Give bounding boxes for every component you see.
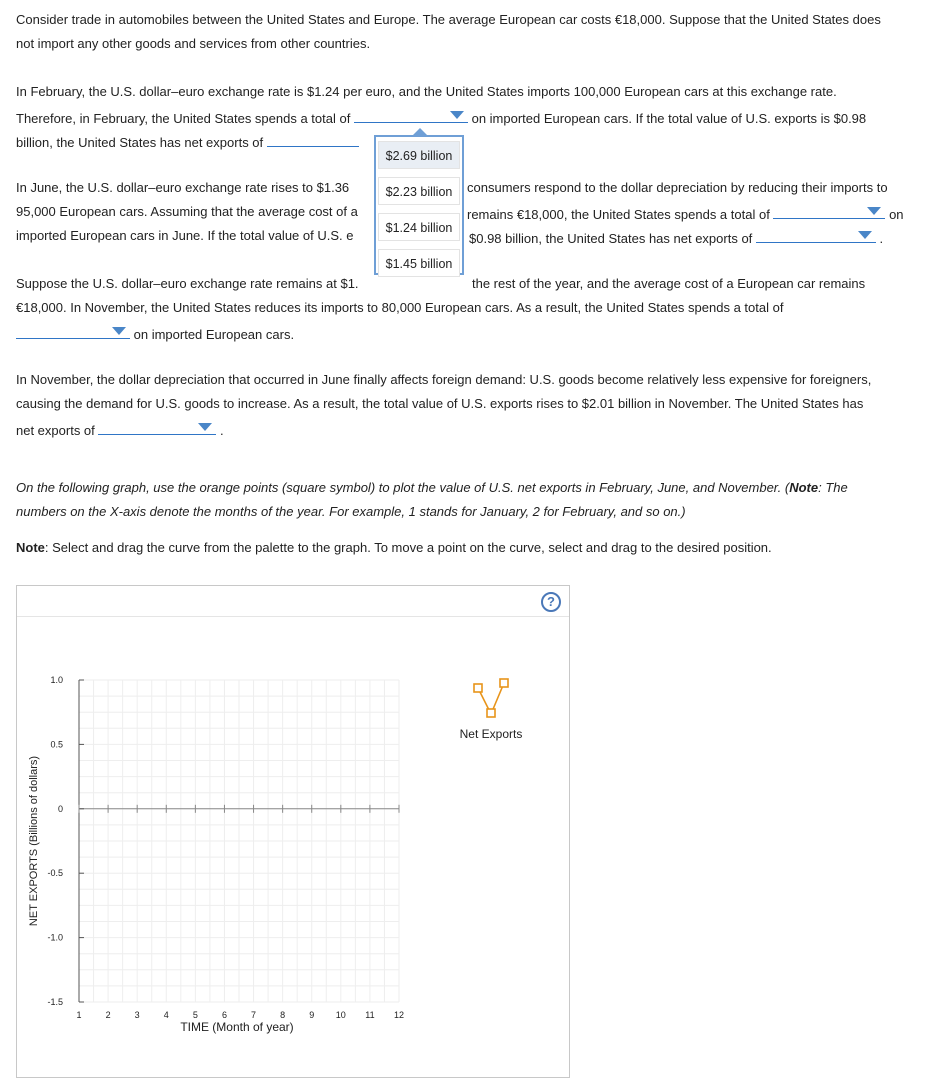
option-2-23-billion[interactable]: $2.23 billion bbox=[378, 177, 460, 205]
y-tick-label: -1.0 bbox=[47, 932, 63, 943]
y-tick-label: 0 bbox=[57, 803, 63, 814]
feb-line-3-pre: billion, the United States has net exports of bbox=[16, 135, 264, 150]
note-label: Note bbox=[16, 540, 45, 555]
nov-demand-line-1: In November, the dollar depreciation that occurred in June finally affects foreign demand: U.S. goods become relatively less expensive for foreigners, bbox=[16, 372, 872, 387]
x-tick-label: 2 bbox=[105, 1010, 111, 1020]
palette-square-icon bbox=[500, 679, 508, 687]
nov-demand-line-2: causing the demand for U.S. goods to increase. As a result, the total value of U.S. exports rises to $2.01 billion in November. The United States has bbox=[16, 396, 864, 411]
june-line-2-post: on bbox=[889, 207, 904, 222]
nov-line-1-post: the rest of the year, and the average cost of a European car remains bbox=[472, 276, 866, 291]
x-axis-title: TIME (Month of year) bbox=[180, 1020, 294, 1034]
instruction-note-label: Note bbox=[789, 480, 819, 495]
instruction-text: On the following graph, use the orange points (square symbol) to plot the value of U.S. net exports in February, June, and November. ( bbox=[16, 480, 790, 495]
x-tick-label: 9 bbox=[309, 1010, 315, 1020]
june-line-1-post: consumers respond to the dollar depreciation by reducing their imports to bbox=[467, 180, 888, 195]
chevron-down-icon bbox=[858, 231, 872, 239]
june-line-1 bbox=[16, 180, 349, 196]
nov-net-exports-dropdown[interactable] bbox=[98, 420, 216, 435]
palette-square-icon bbox=[487, 709, 495, 717]
y-tick-label: -0.5 bbox=[47, 868, 63, 879]
chevron-down-icon bbox=[867, 207, 881, 215]
drag-note bbox=[16, 540, 772, 556]
june-line-2-mid: remains €18,000, the United States spends a total of bbox=[467, 207, 770, 222]
x-tick-label: 1 bbox=[76, 1010, 82, 1020]
june-spending-dropdown[interactable] bbox=[773, 204, 885, 219]
x-tick-label: 7 bbox=[251, 1010, 257, 1020]
option-2-69-billion[interactable]: $2.69 billion bbox=[378, 141, 460, 169]
net-exports-chart[interactable] bbox=[17, 586, 569, 1077]
help-icon[interactable]: ? bbox=[541, 592, 561, 612]
graph-instruction-line-2: numbers on the X-axis denote the months of the year. For example, 1 stands for January, 2 for February, and so on.) bbox=[16, 504, 686, 519]
option-1-24-billion[interactable]: $1.24 billion bbox=[378, 213, 460, 241]
option-1-45-billion[interactable]: $1.45 billion bbox=[378, 249, 460, 277]
popup-caret bbox=[412, 128, 428, 136]
nov-demand-line-3 bbox=[16, 420, 224, 439]
nov-demand-line-3-post: . bbox=[220, 423, 224, 438]
june-line-2 bbox=[467, 204, 904, 223]
chevron-down-icon bbox=[450, 111, 464, 119]
y-tick-label: -1.5 bbox=[47, 997, 63, 1007]
x-tick-label: 5 bbox=[192, 1010, 198, 1020]
graph-panel bbox=[16, 585, 570, 1078]
x-tick-label: 3 bbox=[134, 1010, 140, 1020]
nov-spending-dropdown[interactable] bbox=[16, 324, 130, 339]
feb-spending-dropdown[interactable] bbox=[354, 108, 468, 123]
x-tick-label: 4 bbox=[163, 1010, 169, 1020]
x-tick-label: 6 bbox=[221, 1010, 227, 1020]
nov-demand-line-3-pre: net exports of bbox=[16, 423, 95, 438]
instruction-text-end: : The bbox=[818, 480, 848, 495]
june-line-3-mid: $0.98 billion, the United States has net exports of bbox=[469, 231, 753, 246]
nov-line-3-post: on imported European cars. bbox=[133, 327, 295, 342]
y-tick-label: 1.0 bbox=[50, 675, 63, 685]
palette-label: Net Exports bbox=[459, 727, 523, 741]
x-tick-label: 12 bbox=[393, 1010, 405, 1020]
y-axis-title: NET EXPORTS (Billions of dollars) bbox=[28, 755, 40, 927]
nov-line-1-pre: Suppose the U.S. dollar–euro exchange rate remains at $1. bbox=[16, 276, 359, 291]
june-net-exports-dropdown[interactable] bbox=[756, 228, 876, 243]
note-text: : Select and drag the curve from the palette to the graph. To move a point on the curve, select and drag to the desired position. bbox=[44, 540, 772, 555]
feb-net-exports-dropdown[interactable] bbox=[267, 132, 359, 147]
x-tick-label: 10 bbox=[335, 1010, 346, 1020]
chevron-down-icon bbox=[112, 327, 126, 335]
feb-line-1: In February, the U.S. dollar–euro exchange rate is $1.24 per euro, and the United States imports 100,000 European cars at this exchange rate. bbox=[16, 84, 837, 99]
palette-square-icon bbox=[474, 684, 482, 692]
graph-instruction-line-1 bbox=[16, 480, 848, 496]
feb-line-3 bbox=[16, 132, 359, 151]
feb-line-2-post: on imported European cars. If the total value of U.S. exports is $0.98 bbox=[471, 111, 867, 126]
june-line-1-pre: In June, the U.S. dollar–euro exchange rate rises to $1.36 bbox=[16, 180, 350, 195]
feb-line-2 bbox=[16, 108, 866, 127]
intro-line-2: not import any other goods and services from other countries. bbox=[16, 36, 371, 51]
intro-line-1: Consider trade in automobiles between the United States and Europe. The average European car costs €18,000. Suppose that the United States does bbox=[16, 12, 881, 27]
feb-line-2-pre: Therefore, in February, the United States spends a total of bbox=[16, 111, 351, 126]
nov-line-3 bbox=[16, 324, 294, 343]
june-line-3-post: . bbox=[879, 231, 884, 246]
june-line-3-pre: imported European cars in June. If the total value of U.S. e bbox=[16, 228, 354, 243]
y-tick-label: 0.5 bbox=[50, 739, 63, 750]
x-tick-label: 11 bbox=[365, 1010, 375, 1020]
june-line-3 bbox=[469, 228, 883, 247]
answer-dropdown-menu bbox=[374, 135, 464, 275]
x-tick-label: 8 bbox=[280, 1010, 286, 1020]
chevron-down-icon bbox=[198, 423, 212, 431]
nov-line-2: €18,000. In November, the United States reduces its imports to 80,000 European cars. As a result, the United States spends a total of bbox=[16, 300, 784, 315]
june-line-2-pre: 95,000 European cars. Assuming that the average cost of a bbox=[16, 204, 358, 219]
